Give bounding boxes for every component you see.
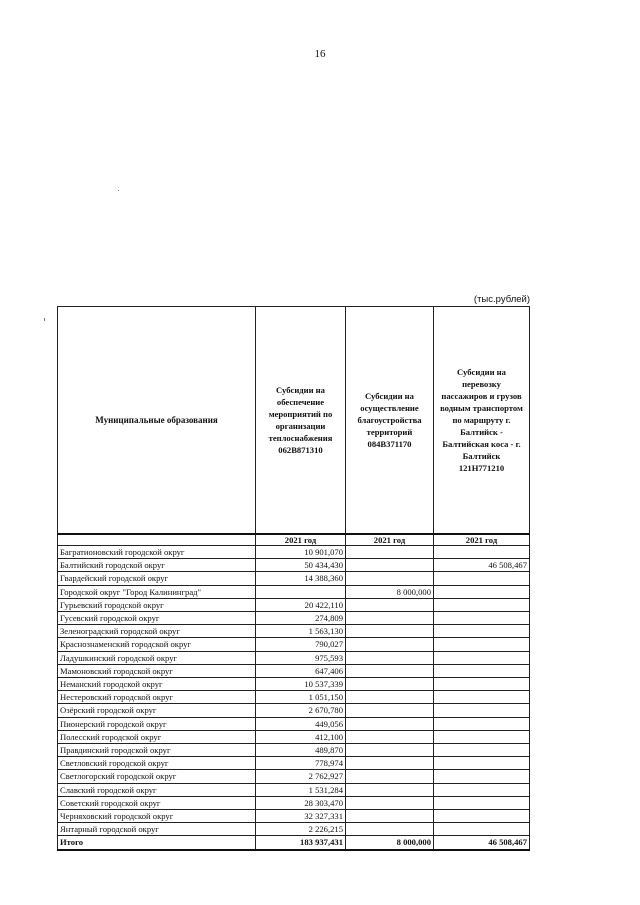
total-row — [58, 836, 530, 850]
table-row — [58, 585, 530, 598]
table-row — [58, 572, 530, 585]
municipality-name: Мамоновский городской округ — [58, 664, 256, 677]
municipality-name: Пионерский городской округ — [58, 717, 256, 730]
scan-speck — [44, 318, 45, 321]
water-transport-value — [434, 810, 530, 823]
heat-supply-value: 10 901,070 — [256, 546, 346, 559]
heat-supply-value: 274,809 — [256, 612, 346, 625]
municipality-name: Гусевский городской округ — [58, 612, 256, 625]
heat-supply-value: 10 537,339 — [256, 678, 346, 691]
improvement-value — [346, 770, 434, 783]
water-transport-value — [434, 757, 530, 770]
improvement-value — [346, 678, 434, 691]
water-transport-value — [434, 783, 530, 796]
table-row — [58, 598, 530, 611]
improvement-value: 8 000,000 — [346, 585, 434, 598]
water-transport-value — [434, 796, 530, 809]
improvement-value — [346, 559, 434, 572]
year-empty-cell — [58, 534, 256, 546]
heat-supply-value: 449,056 — [256, 717, 346, 730]
table-row — [58, 717, 530, 730]
year-label: 2021 год — [346, 534, 434, 546]
improvement-value — [346, 664, 434, 677]
water-transport-value — [434, 730, 530, 743]
table-row — [58, 704, 530, 717]
improvement-value — [346, 757, 434, 770]
improvement-value — [346, 691, 434, 704]
improvement-value — [346, 651, 434, 664]
municipality-column-header: Муниципальные образования — [58, 307, 256, 535]
table-row — [58, 730, 530, 743]
heat-supply-value: 32 327,331 — [256, 810, 346, 823]
water-transport-value: 46 508,467 — [434, 559, 530, 572]
total-improvement: 8 000,000 — [346, 836, 434, 850]
table-row — [58, 664, 530, 677]
year-label: 2021 год — [434, 534, 530, 546]
water-transport-value — [434, 823, 530, 836]
heat-supply-value: 1 051,150 — [256, 691, 346, 704]
table-row — [58, 546, 530, 559]
water-transport-value — [434, 704, 530, 717]
improvement-value — [346, 638, 434, 651]
municipality-name: Полесский городской округ — [58, 730, 256, 743]
water-transport-value — [434, 598, 530, 611]
water-transport-value — [434, 691, 530, 704]
municipality-name: Багратионовский городской округ — [58, 546, 256, 559]
table-row — [58, 796, 530, 809]
municipality-name: Гурьевский городской округ — [58, 598, 256, 611]
heat-supply-value: 2 670,780 — [256, 704, 346, 717]
water-transport-value — [434, 585, 530, 598]
heat-supply-value: 975,593 — [256, 651, 346, 664]
table-body — [58, 546, 530, 836]
scan-speck — [118, 190, 119, 191]
page-number: 16 — [314, 48, 326, 60]
subsidies-table — [57, 306, 530, 851]
water-transport-column-header: Субсидии на перевозку пассажиров и грузов водным транспортом по маршруту г. Балтийск - Балтийская коса - г. Балтийск 121Н771210 — [434, 307, 530, 535]
heat-supply-value: 14 388,360 — [256, 572, 346, 585]
table-row — [58, 612, 530, 625]
municipality-name: Светловский городской округ — [58, 757, 256, 770]
total-heat-supply: 183 937,431 — [256, 836, 346, 850]
water-transport-value — [434, 744, 530, 757]
heat-supply-value: 489,870 — [256, 744, 346, 757]
water-transport-value — [434, 678, 530, 691]
municipality-name: Янтарный городской округ — [58, 823, 256, 836]
table-row — [58, 559, 530, 572]
water-transport-value — [434, 651, 530, 664]
heat-supply-value — [256, 585, 346, 598]
water-transport-value — [434, 572, 530, 585]
municipality-name: Правдинский городской округ — [58, 744, 256, 757]
units-label: (тыс.рублей) — [473, 294, 530, 305]
table-row — [58, 638, 530, 651]
water-transport-value — [434, 717, 530, 730]
heat-supply-value: 790,027 — [256, 638, 346, 651]
improvement-value — [346, 783, 434, 796]
table-row — [58, 783, 530, 796]
improvement-value — [346, 823, 434, 836]
table-row — [58, 810, 530, 823]
year-header-row — [58, 534, 530, 546]
table-row — [58, 823, 530, 836]
heat-supply-value: 412,100 — [256, 730, 346, 743]
heat-supply-value: 28 303,470 — [256, 796, 346, 809]
table-row — [58, 757, 530, 770]
improvement-value — [346, 744, 434, 757]
heat-supply-value: 778,974 — [256, 757, 346, 770]
municipality-name: Озёрский городской округ — [58, 704, 256, 717]
improvement-value — [346, 546, 434, 559]
improvement-value — [346, 730, 434, 743]
heat-supply-value: 50 434,430 — [256, 559, 346, 572]
municipality-name: Зеленоградский городской округ — [58, 625, 256, 638]
heat-supply-value: 20 422,110 — [256, 598, 346, 611]
municipality-name: Славский городской округ — [58, 783, 256, 796]
municipality-name: Советский городской округ — [58, 796, 256, 809]
heat-supply-column-header: Субсидии на обеспечение мероприятий по организации теплоснабжения 062B871310 — [256, 307, 346, 535]
improvement-value — [346, 572, 434, 585]
table-row — [58, 678, 530, 691]
table-header-row — [58, 307, 530, 535]
heat-supply-value: 1 563,130 — [256, 625, 346, 638]
total-label: Итого — [58, 836, 256, 850]
improvement-column-header: Субсидии на осуществление благоустройства территорий 084B371170 — [346, 307, 434, 535]
municipality-name: Краснознаменский городской округ — [58, 638, 256, 651]
total-water-transport: 46 508,467 — [434, 836, 530, 850]
table-row — [58, 651, 530, 664]
municipality-name: Светлогорский городской округ — [58, 770, 256, 783]
municipality-name: Гвардейский городской округ — [58, 572, 256, 585]
heat-supply-value: 2 762,927 — [256, 770, 346, 783]
municipality-name: Городской округ "Город Калининград" — [58, 585, 256, 598]
table-row — [58, 744, 530, 757]
improvement-value — [346, 717, 434, 730]
municipality-name: Черняховский городской округ — [58, 810, 256, 823]
water-transport-value — [434, 612, 530, 625]
municipality-name: Нестеровский городской округ — [58, 691, 256, 704]
heat-supply-value: 2 226,215 — [256, 823, 346, 836]
table-row — [58, 770, 530, 783]
municipality-name: Ладушкинский городской округ — [58, 651, 256, 664]
water-transport-value — [434, 638, 530, 651]
year-label: 2021 год — [256, 534, 346, 546]
heat-supply-value: 1 531,284 — [256, 783, 346, 796]
table-row — [58, 691, 530, 704]
improvement-value — [346, 598, 434, 611]
municipality-name: Балтийский городской округ — [58, 559, 256, 572]
improvement-value — [346, 810, 434, 823]
water-transport-value — [434, 664, 530, 677]
water-transport-value — [434, 625, 530, 638]
improvement-value — [346, 796, 434, 809]
municipality-name: Неманский городской округ — [58, 678, 256, 691]
water-transport-value — [434, 770, 530, 783]
improvement-value — [346, 612, 434, 625]
improvement-value — [346, 625, 434, 638]
water-transport-value — [434, 546, 530, 559]
improvement-value — [346, 704, 434, 717]
table-row — [58, 625, 530, 638]
heat-supply-value: 647,406 — [256, 664, 346, 677]
